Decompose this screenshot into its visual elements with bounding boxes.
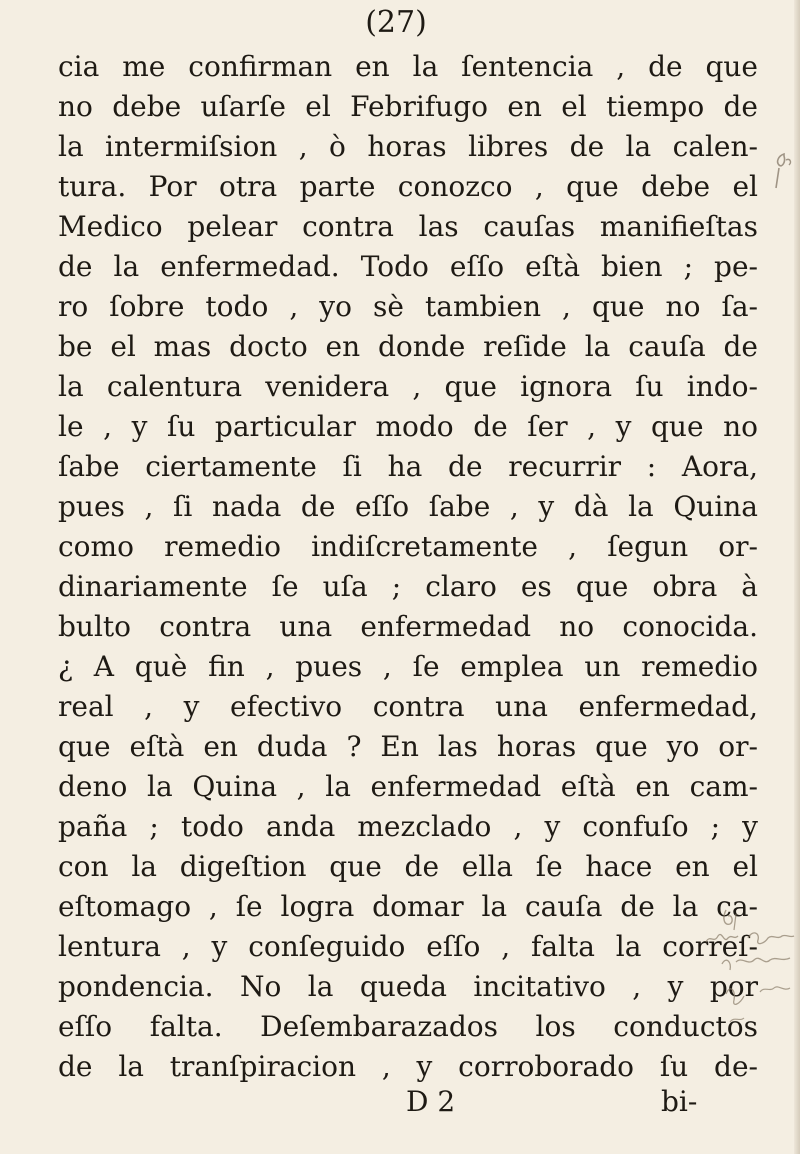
text-line: real , y efectivo contra una enfermedad, — [58, 690, 758, 723]
text-line: ſabe ciertamente ſi ha de recurrir : Aora, — [58, 450, 758, 483]
page-footer — [58, 1082, 758, 1122]
text-line: Medico pelear contra las cauſas manifieſtas — [58, 210, 758, 243]
margin-annotation-1 — [770, 150, 794, 198]
text-line: de la enfermedad. Todo eſſo eſtà bien ; pe- — [58, 250, 758, 283]
text-line: de la tranſpiracion , y corroborado ſu de- — [58, 1050, 758, 1083]
body-text — [58, 47, 758, 1087]
text-line: pues , ſi nada de eſſo ſabe , y dà la Quina — [58, 490, 758, 523]
handwritten-scrawl-icon — [700, 900, 796, 1040]
handwritten-note-icon — [770, 150, 794, 192]
text-line: la intermiſsion , ò horas libres de la calen- — [58, 130, 758, 163]
text-line: como remedio indiſcretamente , ſegun or- — [58, 530, 758, 563]
text-line: con la digeſtion que de ella ſe hace en el — [58, 850, 758, 883]
text-line: ¿ A què fin , pues , ſe emplea un remedio — [58, 650, 758, 683]
text-line: be el mas docto en donde reſide la cauſa de — [58, 330, 758, 363]
text-line: bulto contra una enfermedad no conocida. — [58, 610, 758, 643]
text-line: le , y ſu particular modo de ſer , y que no — [58, 410, 758, 443]
text-line: eſtomago , ſe logra domar la cauſa de la ca- — [58, 890, 758, 923]
text-line: la calentura venidera , que ignora ſu indo- — [58, 370, 758, 403]
margin-annotation-2 — [700, 900, 796, 1040]
text-line: pondencia. No la queda incitativo , y por — [58, 970, 758, 1003]
text-line: tura. Por otra parte conozco , que debe el — [58, 170, 758, 203]
page-number: (27) — [365, 5, 427, 40]
text-line: cia me confirman en la ſentencia , de que — [58, 50, 758, 83]
text-line: lentura , y conſeguido eſſo , falta la correſ- — [58, 930, 758, 963]
text-line: no debe uſarſe el Febrifugo en el tiempo de — [58, 90, 758, 123]
text-line: paña ; todo anda mezclado , y confuſo ; y — [58, 810, 758, 843]
catchword: bi- — [661, 1085, 698, 1118]
text-line: que eſtà en duda ? En las horas que yo or- — [58, 730, 758, 763]
text-line: deno la Quina , la enfermedad eſtà en cam- — [58, 770, 758, 803]
text-line: eſſo falta. Deſembarazados los conductos — [58, 1010, 758, 1043]
text-line: ro ſobre todo , yo sè tambien , que no ſa- — [58, 290, 758, 323]
text-line: dinariamente ſe uſa ; claro es que obra à — [58, 570, 758, 603]
signature-mark: D 2 — [406, 1085, 456, 1118]
